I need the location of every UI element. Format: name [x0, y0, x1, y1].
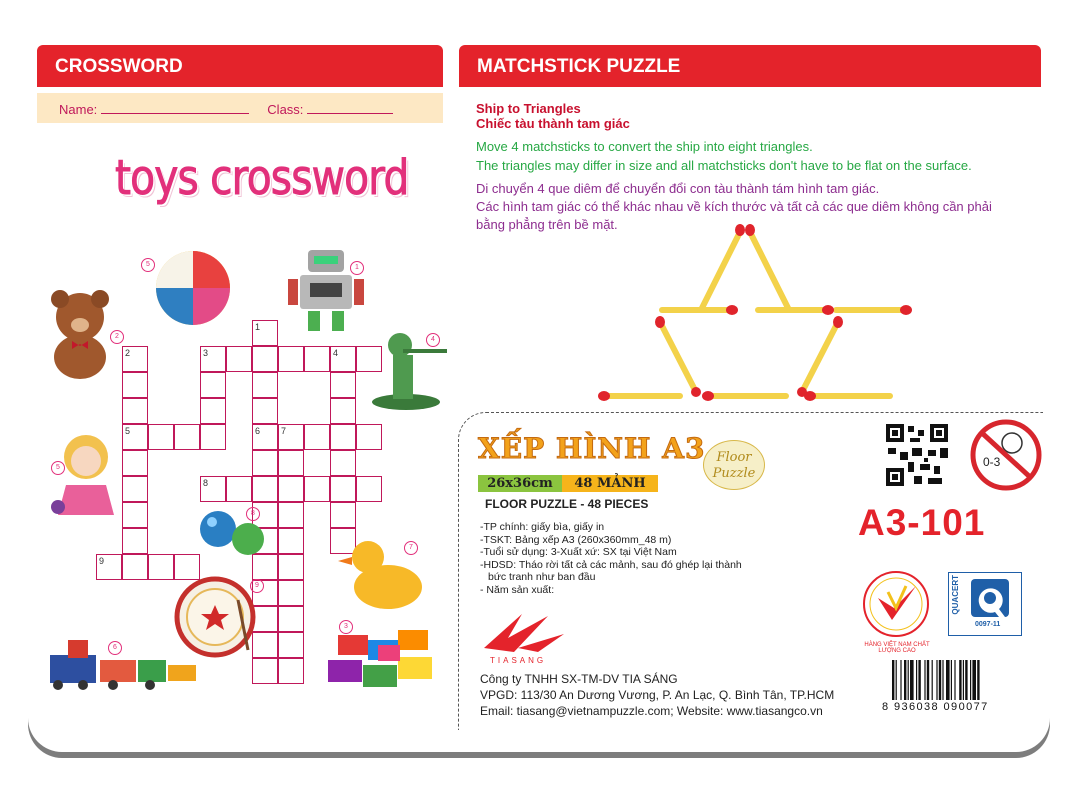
clue-number: 9: [99, 556, 105, 566]
barcode-bar: [896, 660, 897, 700]
spec-line: -Tuổi sử dụng: 3-Xuất xứ: SX tại Việt Nam: [480, 546, 677, 558]
barcode-number: 8 936038 090077: [882, 701, 989, 713]
picture-tag-3: 3: [339, 620, 353, 634]
name-blank[interactable]: [101, 113, 249, 114]
barcode-bar: [942, 660, 943, 700]
spec-line: - Năm sản xuất:: [480, 583, 555, 596]
picture-tag-1: 1: [350, 261, 364, 275]
matchstick-text: [476, 101, 1036, 234]
barcode-bar: [939, 660, 941, 700]
barcode-bar: [951, 660, 952, 700]
company-info: [480, 671, 900, 719]
barcode-bar: [963, 660, 964, 700]
desc-vi-2: Các hình tam giác có thể khác nhau về kích thước và tất cả các que diêm không cần phải: [476, 199, 992, 214]
barcode-bar: [904, 660, 906, 700]
barcode-bar: [892, 660, 894, 700]
qr-code-icon: [884, 422, 950, 488]
barcode-bar: [970, 660, 971, 700]
class-blank[interactable]: [307, 113, 393, 114]
floor-puzzle-badge: Floor Puzzle: [703, 440, 765, 490]
spec-line: -TP chính: giấy bìa, giấy in: [480, 521, 605, 533]
barcode-bar: [936, 660, 937, 700]
barcode-bar: [927, 660, 929, 700]
name-label: Name:: [59, 102, 98, 117]
spec-line: -HDSD: Tháo rời tất cả các mảnh, sau đó ghép lại thành: [480, 558, 742, 571]
matchstick: [702, 232, 740, 308]
quality-seal-text: HÀNG VIỆT NAM CHẤT LƯỢNG CAO: [864, 642, 930, 654]
barcode-bar: [908, 660, 909, 700]
barcode-bar: [946, 660, 950, 700]
picture-tag-6: 6: [108, 641, 122, 655]
title-en: Ship to Triangles: [476, 101, 581, 116]
barcode-bar: [932, 660, 933, 700]
barcode-bar: [916, 660, 917, 700]
product-specs: [480, 521, 800, 596]
barcode-bar: [918, 660, 920, 700]
brand-name: TIASANG: [490, 656, 547, 665]
matchstick: [660, 322, 696, 392]
matchstick-header: MATCHSTICK PUZZLE: [459, 45, 1041, 87]
crossword-header: CROSSWORD: [37, 45, 443, 87]
barcode-bar: [977, 660, 979, 700]
quacert-label: QUACERT: [951, 575, 960, 615]
picture-tag-5b: 5: [51, 461, 65, 475]
picture-tag-5: 5: [141, 258, 155, 272]
company-address: VPGD: 113/30 An Dương Vương, P. An Lạc, Q. Bình Tân, TP.HCM: [480, 688, 835, 702]
product-logo: XẾP HÌNH A3: [478, 432, 706, 465]
barcode-bar: [900, 660, 901, 700]
quacert-badge: [948, 572, 1022, 636]
product-subtitle: FLOOR PUZZLE - 48 PIECES: [485, 497, 649, 511]
age-label: 0-3: [983, 455, 1001, 469]
barcode-icon: [888, 660, 1020, 704]
clue-number: 1: [255, 322, 261, 332]
picture-tag-8: 8: [246, 507, 260, 521]
teddy-bear-icon: [51, 290, 109, 379]
title-vi: Chiếc tàu thành tam giác: [476, 116, 630, 131]
picture-tag-2: 2: [110, 330, 124, 344]
product-code: A3-101: [858, 502, 986, 543]
picture-tag-9: 9: [250, 579, 264, 593]
clue-number: 6: [255, 426, 261, 436]
barcode-bar: [965, 660, 967, 700]
desc-en-1: Move 4 matchsticks to convert the ship into eight triangles.: [476, 139, 813, 154]
desc-vi-3: bằng phẳng trên bề mặt.: [476, 217, 618, 232]
beach-ball-icon: [156, 251, 230, 325]
matchstick: [750, 232, 788, 308]
size-badge: 26x36cm: [478, 475, 562, 492]
picture-tag-7: 7: [404, 541, 418, 555]
drum-icon: [177, 579, 253, 655]
clue-number: 7: [281, 426, 287, 436]
quality-seal-icon: [858, 568, 934, 640]
barcode-bar: [924, 660, 925, 700]
barcode-bar: [954, 660, 955, 700]
matchstick: [802, 322, 838, 392]
desc-en-2: The triangles may differ in size and all matchsticks don't have to be flat on the surface.: [476, 158, 972, 173]
clue-number: 2: [125, 348, 131, 358]
company-contact: Email: tiasang@vietnampuzzle.com; Website: www.tiasangco.vn: [480, 704, 823, 718]
toy-train-icon: [50, 640, 196, 690]
building-blocks-icon: [328, 630, 432, 687]
crossword-title: toys crossword: [115, 150, 409, 206]
pieces-badge: 48 MẢNH: [562, 475, 658, 492]
quacert-code: 0097-11: [975, 621, 1001, 628]
clue-number: 8: [203, 478, 209, 488]
toy-illustrations: [38, 245, 458, 695]
desc-vi-1: Di chuyển 4 que diêm để chuyển đổi con tàu thành tám hình tam giác.: [476, 181, 880, 196]
company-name: Công ty TNHH SX-TM-DV TIA SÁNG: [480, 672, 678, 686]
spec-line: -TSKT: Bảng xếp A3 (260x360mm_48 m): [480, 533, 672, 546]
barcode-bar: [910, 660, 914, 700]
clue-number: 4: [333, 348, 339, 358]
barcode-bar: [959, 660, 961, 700]
doll-icon: [51, 435, 114, 515]
spec-line: bức tranh như ban đầu: [488, 571, 596, 583]
barcode-bar: [972, 660, 976, 700]
class-label: Class:: [267, 102, 304, 117]
clue-number: 3: [203, 348, 209, 358]
picture-tag-4: 4: [426, 333, 440, 347]
age-warning-icon: [968, 417, 1044, 493]
matchstick-ship: [590, 222, 1050, 408]
name-class-bar: [37, 93, 443, 123]
clue-number: 5: [125, 426, 131, 436]
